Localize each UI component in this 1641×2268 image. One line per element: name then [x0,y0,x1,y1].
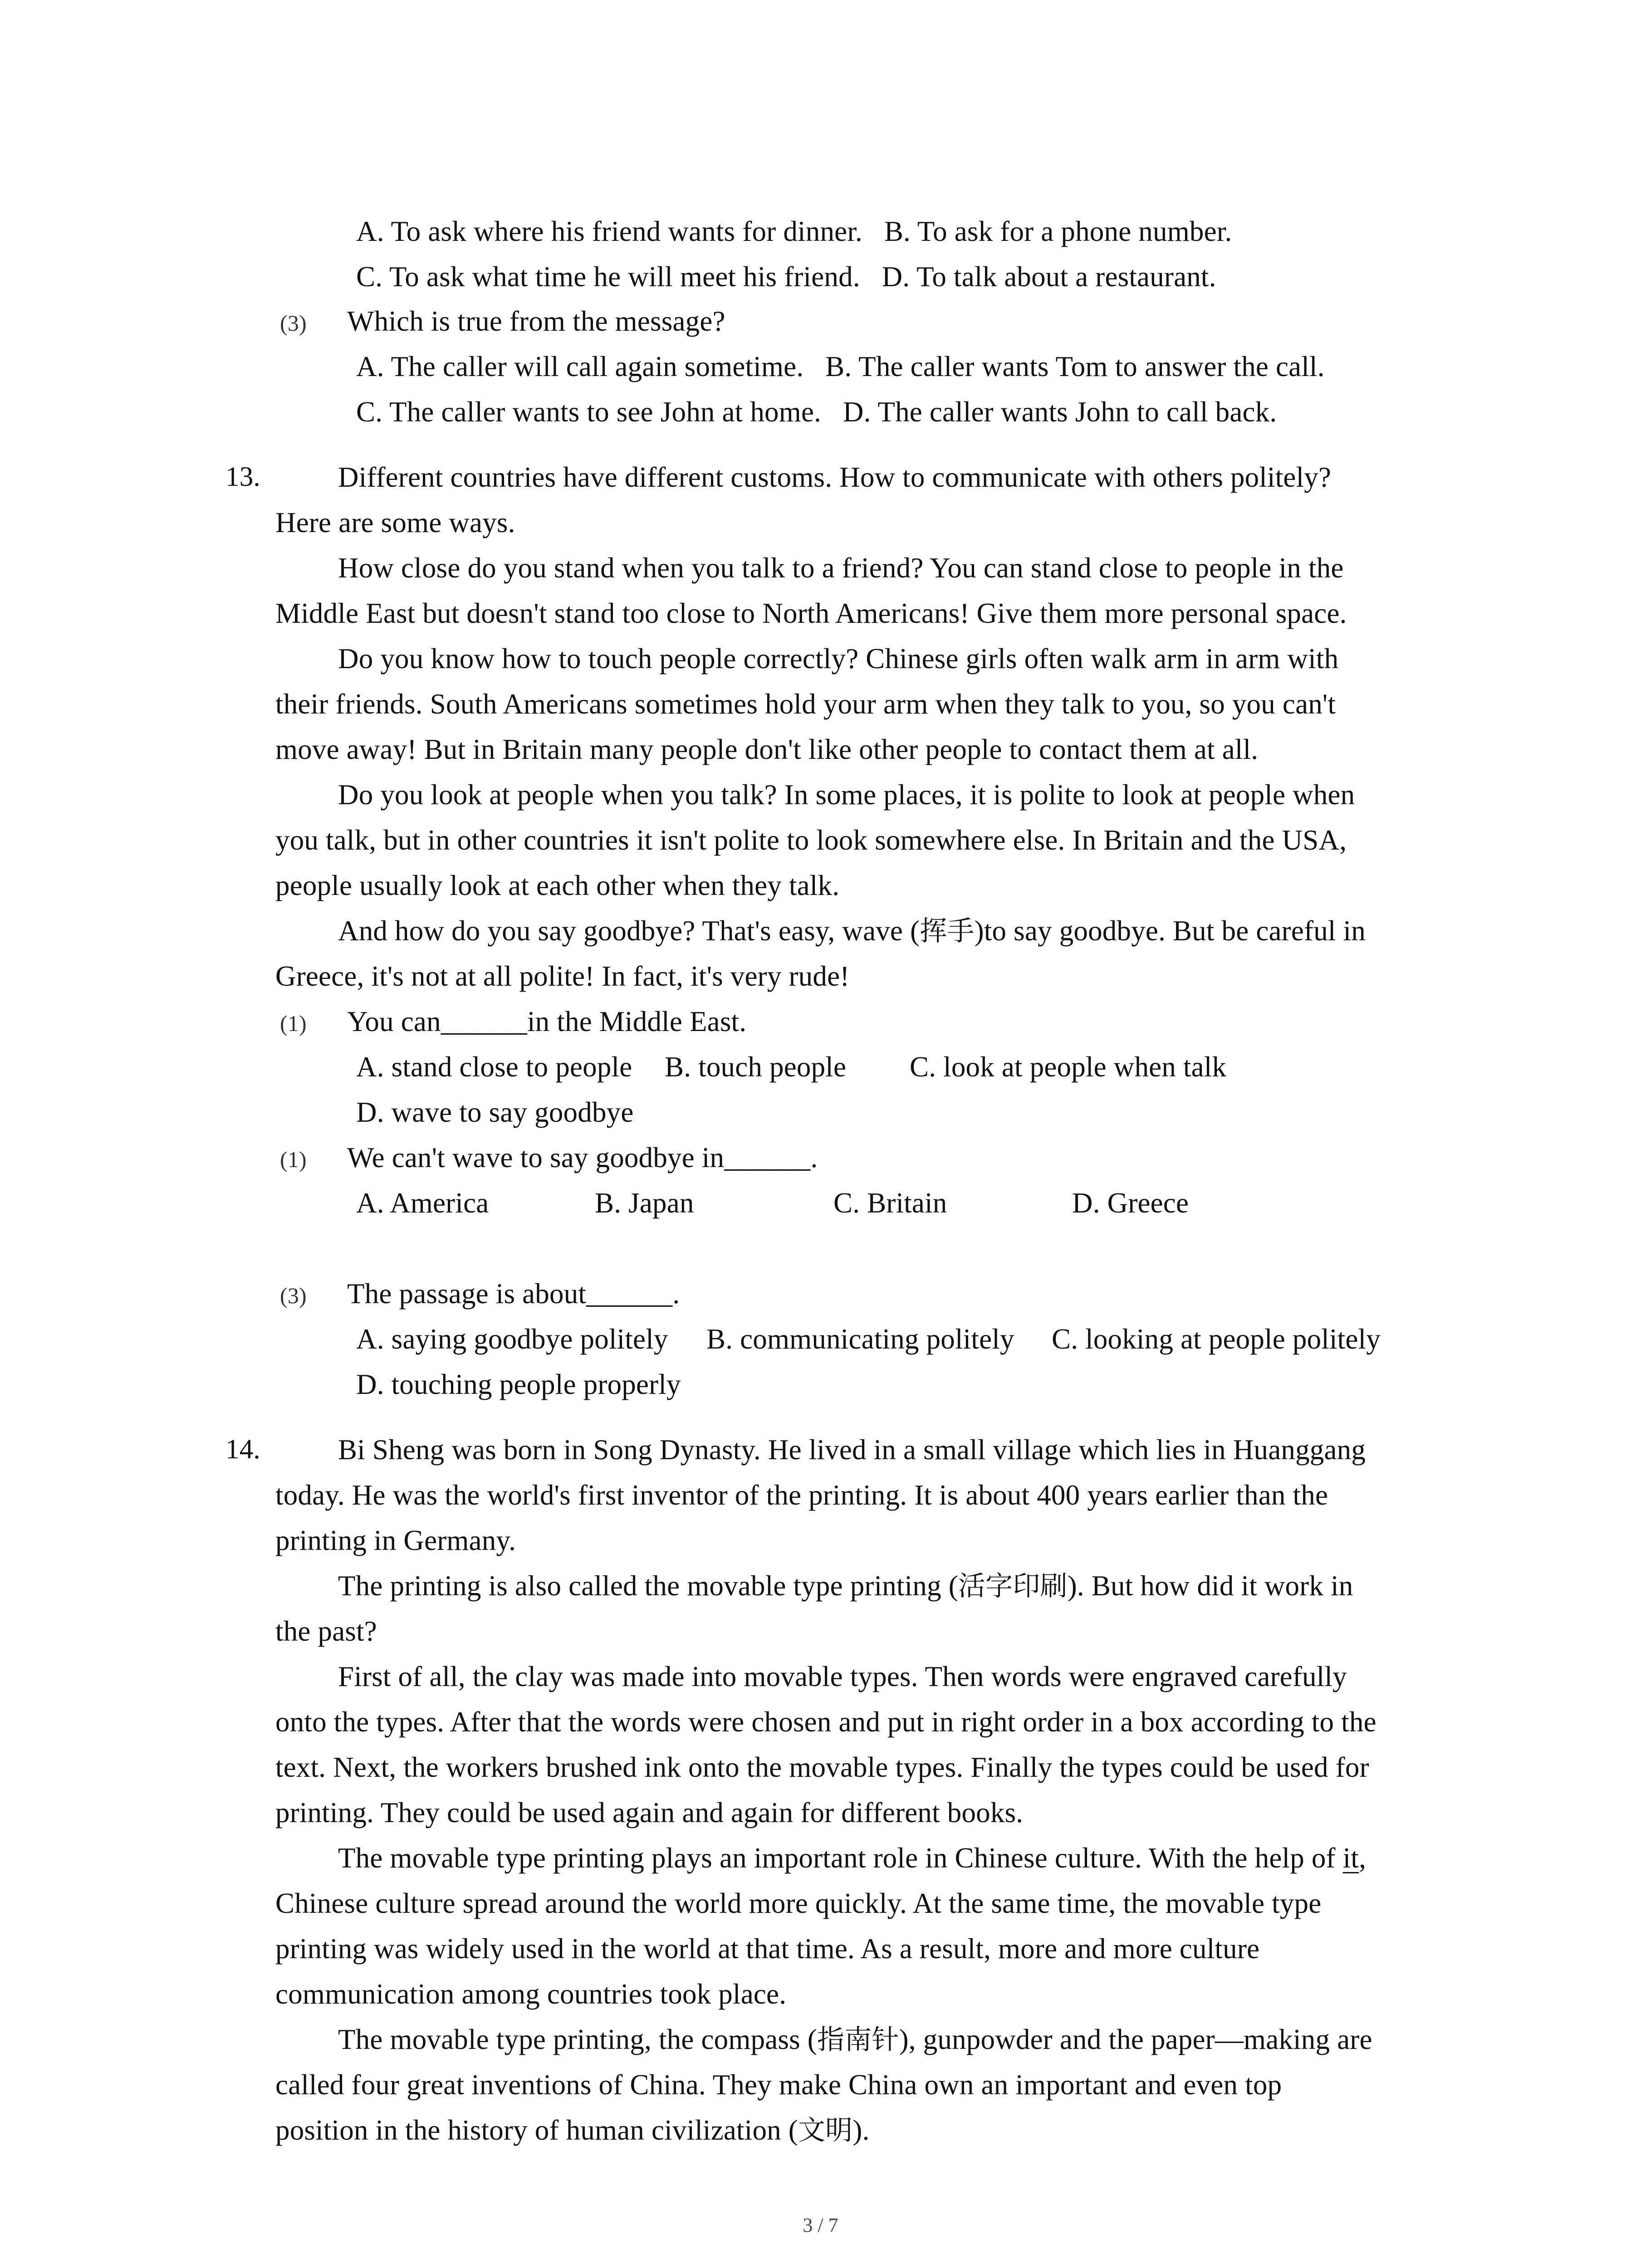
answer-blank: ______ [586,1278,673,1310]
q13-sub1-options [356,1049,1354,1085]
option-a: A. America [356,1187,489,1219]
option-d: D. touching people properly [356,1369,681,1400]
q12-part3-stem: Which is true from the message? [347,305,725,337]
q13-wave-chinese: 挥手 [920,915,975,947]
q14-role-line: The movable type printing plays an important role in Chinese culture. With the help of it, [338,1842,1367,1874]
q14-line: printing. They could be used again and again for different books. [275,1797,1024,1828]
q14-line: First of all, the clay was made into movable types. Then words were engraved carefully [338,1661,1347,1692]
q13-line: Different countries have different customs. How to communicate with others politely? [338,461,1332,493]
q13-line: people usually look at each other when they talk. [275,870,840,901]
q14-line: printing in Germany. [275,1525,516,1556]
q13-line: Here are some ways. [275,507,515,538]
q12-part3-options-cd: C. The caller wants to see John at home. D. The caller wants John to call back. [356,396,1277,428]
q13-sub1-marker: (1) [280,1011,307,1036]
q14-line: communication among countries took place. [275,1978,787,2010]
option-d: D. Greece [1072,1187,1189,1219]
q14-line: Chinese culture spread around the world more quickly. At the same time, the movable type [275,1887,1322,1919]
q14-line: the past? [275,1615,377,1647]
q14-line: Bi Sheng was born in Song Dynasty. He lived in a small village which lies in Huanggang [338,1434,1366,1466]
q14-movable-chinese: 活字印刷 [958,1570,1068,1602]
option-b: B. Japan [595,1187,694,1219]
option-a: A. saying goodbye politely [356,1323,668,1355]
q13-sub3-marker: (3) [280,1283,307,1308]
q14-line: printing was widely used in the world at that time. As a result, more and more culture [275,1933,1260,1965]
q13-sub2-options [356,1185,1354,1221]
q12-part3-options-ab: A. The caller will call again sometime. B. The caller wants Tom to answer the call. [356,351,1325,382]
q13-sub1-stem: You can______in the Middle East. [347,1006,747,1037]
option-c: C. look at people when talk [910,1051,1227,1083]
q12-part2-options-ab: A. To ask where his friend wants for dinner. B. To ask for a phone number. [356,215,1232,247]
option-b: B. communicating politely [706,1323,1014,1355]
underlined-word: it [1342,1842,1359,1874]
q14-number: 14. [225,1434,260,1465]
q13-sub3-options [356,1321,1422,1357]
q14-line: today. He was the world's first inventor of the printing. It is about 400 years earlier than the [275,1479,1328,1511]
q14-compass-line: The movable type printing, the compass (指南针), gunpowder and the paper—making are [338,2024,1372,2056]
q14-movable-line: The printing is also called the movable type printing (活字印刷). But how did it work in [338,1570,1353,1602]
q14-line: called four great inventions of China. They make China own an important and even top [275,2069,1282,2101]
q14-civilization-line: position in the history of human civilization (文明). [275,2114,870,2146]
q13-line: Do you look at people when you talk? In some places, it is polite to look at people when [338,779,1355,811]
q14-line: text. Next, the workers brushed ink onto the movable types. Finally the types could be used for [275,1751,1369,1783]
q13-sub2-marker: (1) [280,1147,307,1172]
q13-line: move away! But in Britain many people don't like other people to contact them at all. [275,733,1259,765]
option-d: D. wave to say goodbye [356,1096,634,1128]
option-c: C. Britain [833,1187,947,1219]
q13-line: Greece, it's not at all polite! In fact, it's very rude! [275,960,850,992]
q13-line: their friends. South Americans sometimes hold your arm when they talk to you, so you can't [275,688,1336,720]
q13-line: How close do you stand when you talk to a friend? You can stand close to people in the [338,552,1344,584]
option-a: A. stand close to people [356,1051,632,1083]
q13-sub3-stem: The passage is about______. [347,1278,680,1310]
q13-line: Middle East but doesn't stand too close to North Americans! Give them more personal space. [275,597,1347,629]
q14-civilization-chinese: 文明 [798,2115,853,2146]
option-c: C. looking at people politely [1052,1323,1381,1355]
q12-part2-options-cd: C. To ask what time he will meet his friend. D. To talk about a restaurant. [356,261,1216,293]
q14-line: onto the types. After that the words were chosen and put in right order in a box according to the [275,1706,1376,1738]
q12-part3-marker: (3) [280,310,307,336]
page-number: 3 / 7 [803,2214,838,2236]
q13-number: 13. [225,462,260,492]
q13-sub2-stem: We can't wave to say goodbye in______. [347,1142,818,1173]
q14-compass-chinese: 指南针 [817,2024,899,2056]
q13-wave-line: And how do you say goodbye? That's easy, wave (挥手)to say goodbye. But be careful in [338,915,1366,947]
q13-line: you talk, but in other countries it isn't polite to look somewhere else. In Britain and the USA, [275,824,1347,856]
answer-blank: ______ [724,1142,811,1173]
option-b: B. touch people [665,1051,847,1083]
answer-blank: ______ [441,1006,527,1037]
q13-line: Do you know how to touch people correctly? Chinese girls often walk arm in arm with [338,643,1339,675]
